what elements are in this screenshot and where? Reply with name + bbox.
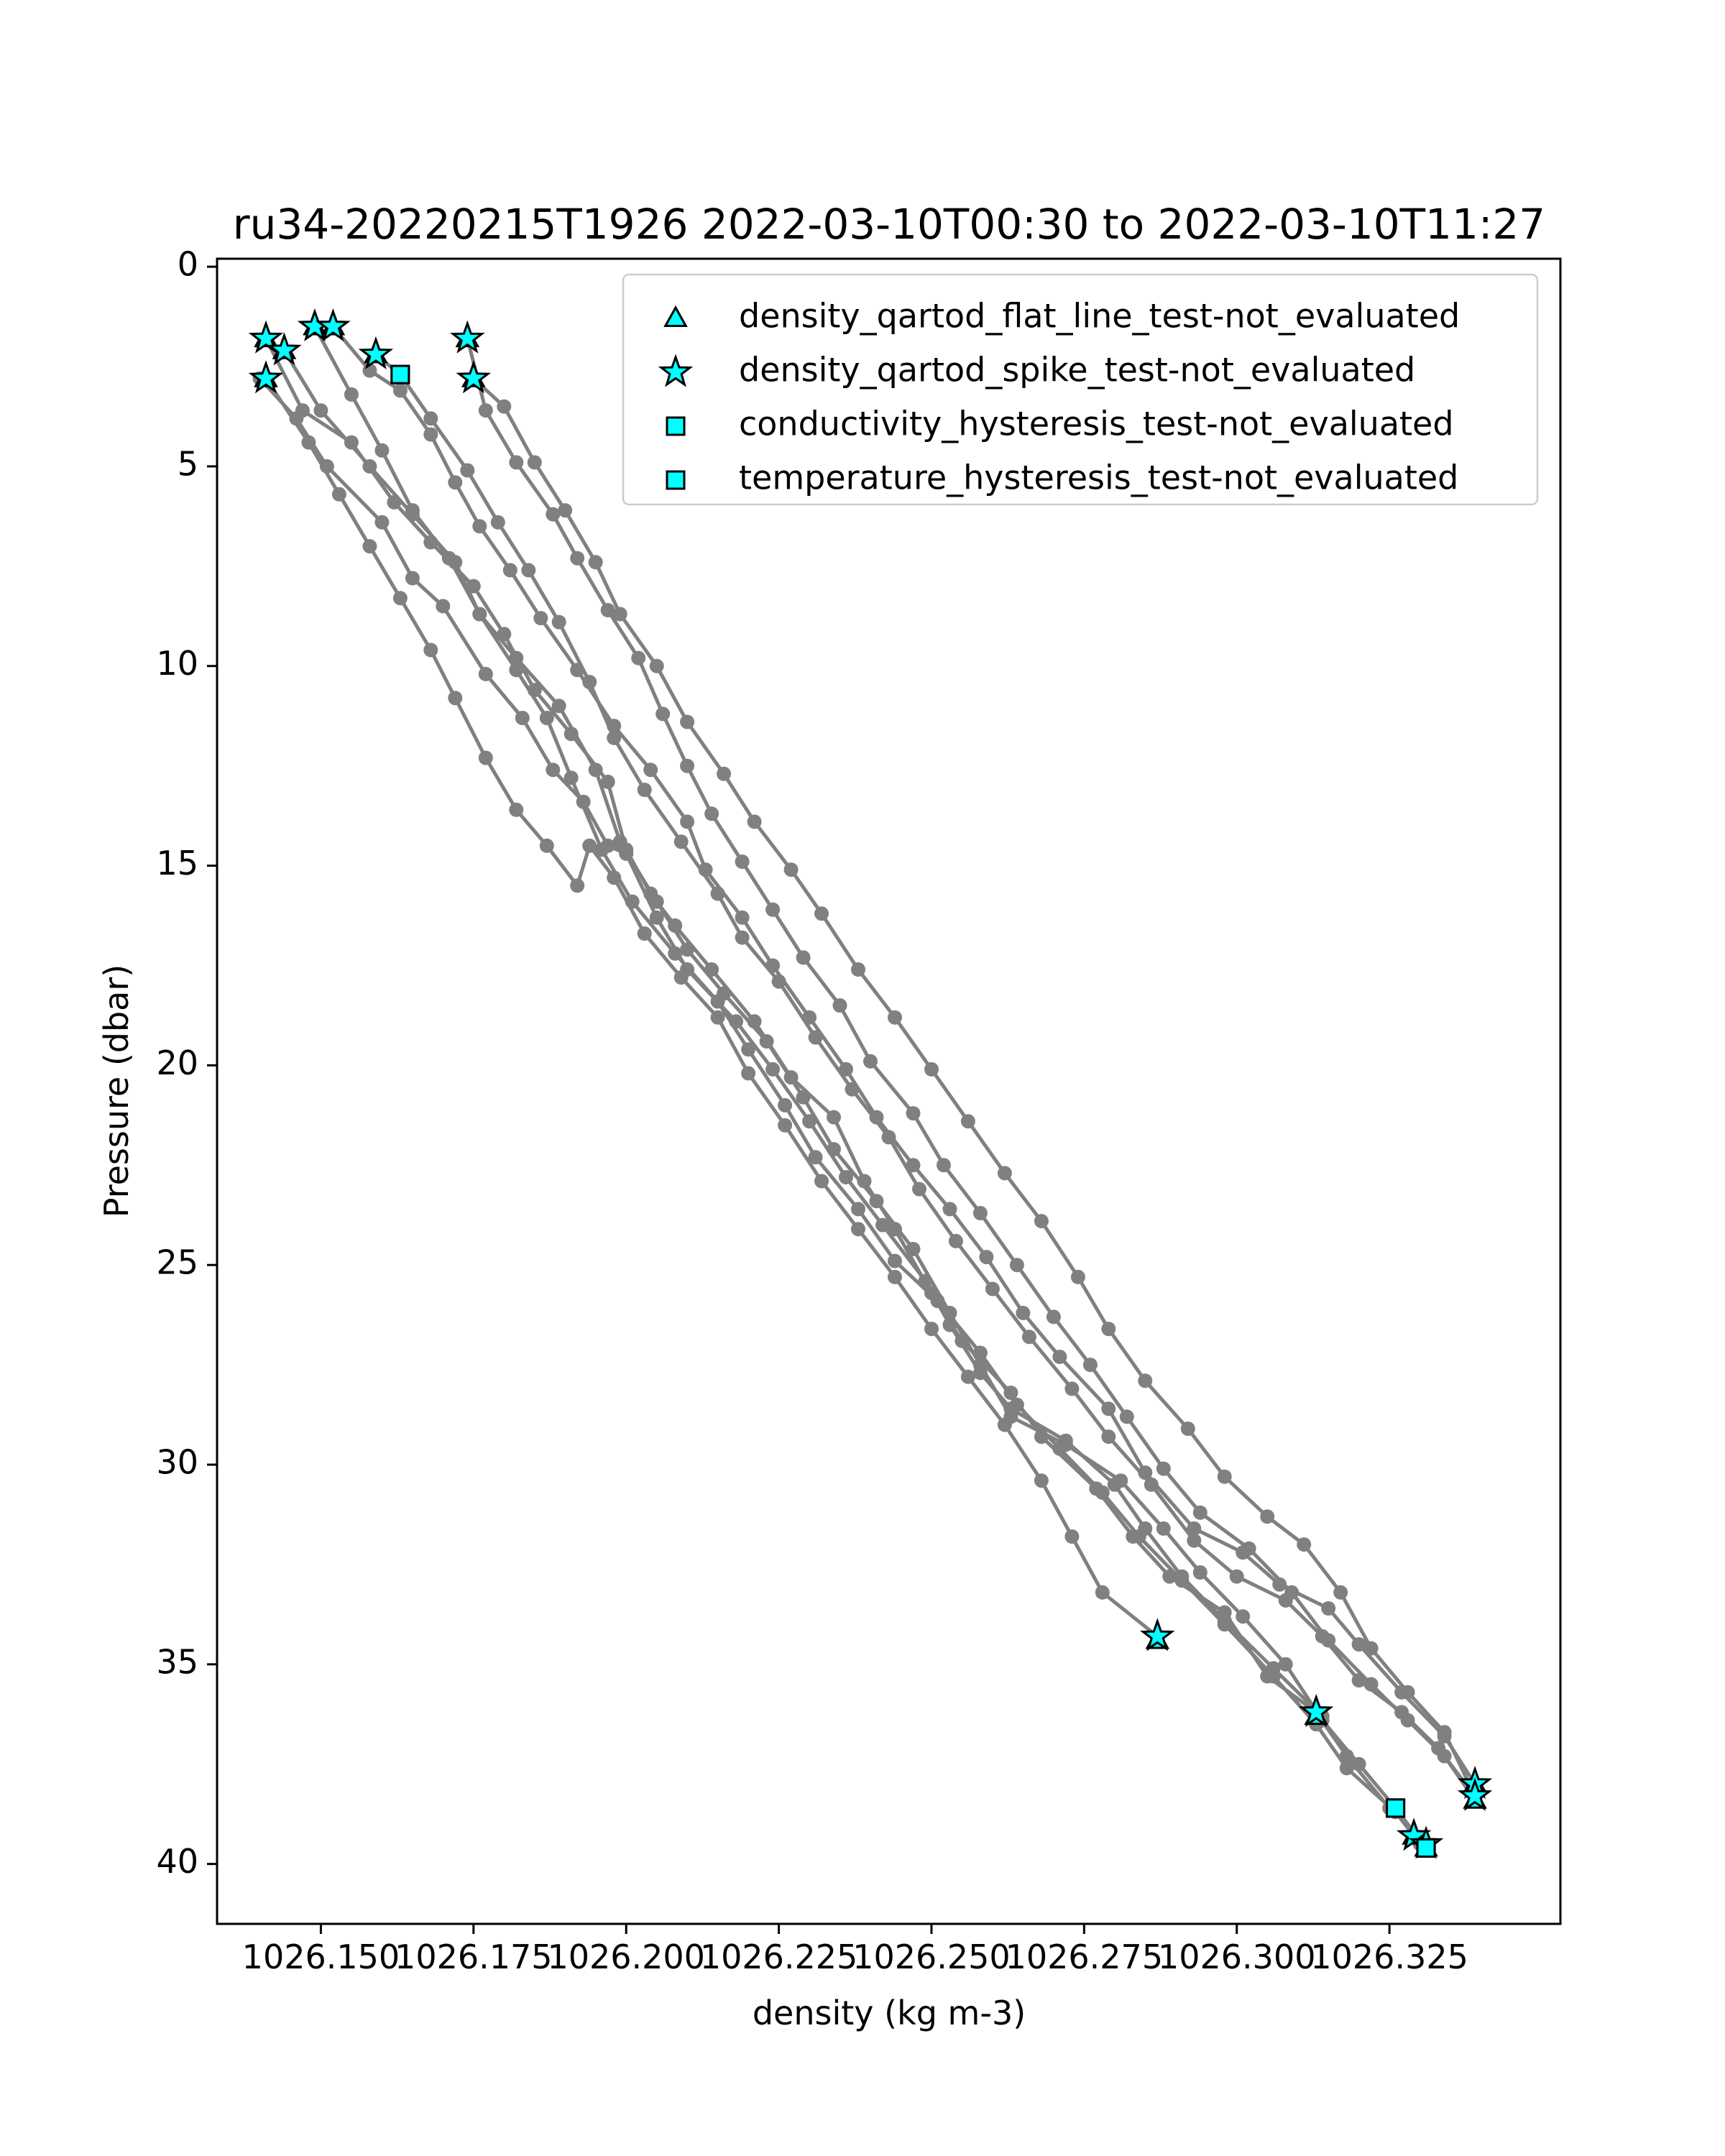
data-point — [1083, 1358, 1098, 1372]
square-marker — [1417, 1839, 1435, 1856]
data-point — [717, 767, 731, 781]
data-point — [1034, 1214, 1049, 1228]
x-tick-label: 1026.250 — [852, 1938, 1011, 1976]
data-point — [1333, 1585, 1348, 1600]
data-point — [393, 383, 408, 397]
legend-square-marker — [667, 471, 684, 489]
y-tick-label: 20 — [156, 1043, 198, 1082]
data-point — [1052, 1350, 1067, 1364]
data-point — [509, 663, 523, 677]
data-point — [961, 1370, 975, 1384]
data-point — [888, 1010, 902, 1025]
data-point — [374, 515, 389, 530]
data-point — [570, 878, 584, 893]
data-point — [1132, 1529, 1146, 1544]
data-point — [589, 555, 603, 569]
data-point — [1016, 1306, 1030, 1320]
data-point — [405, 503, 420, 517]
data-point — [1113, 1473, 1128, 1488]
data-point — [931, 1294, 945, 1308]
data-point — [313, 403, 328, 418]
data-point — [479, 667, 493, 681]
data-point — [870, 1194, 884, 1208]
data-point — [460, 464, 474, 478]
data-point — [778, 1098, 792, 1112]
data-point — [1064, 1529, 1079, 1544]
legend — [623, 275, 1537, 505]
data-point — [509, 803, 523, 817]
data-point — [423, 428, 438, 442]
y-axis-label: Pressure (dbar) — [97, 964, 136, 1218]
data-point — [497, 400, 511, 414]
data-point — [540, 839, 554, 853]
data-point — [1340, 1761, 1354, 1775]
data-point — [796, 1090, 811, 1105]
data-point — [613, 607, 627, 622]
data-point — [1193, 1506, 1208, 1520]
data-point — [1095, 1485, 1110, 1500]
data-point — [1266, 1669, 1281, 1684]
data-point — [393, 591, 408, 605]
data-point — [1174, 1573, 1189, 1588]
data-point — [1242, 1542, 1256, 1556]
data-point — [472, 607, 487, 622]
data-point — [582, 675, 597, 689]
data-point — [1046, 1309, 1061, 1324]
data-point — [552, 615, 566, 630]
data-point — [442, 551, 456, 566]
data-point — [937, 1158, 951, 1172]
data-point — [827, 1110, 841, 1125]
data-point — [704, 806, 719, 821]
data-point — [1187, 1534, 1201, 1548]
data-point — [1401, 1713, 1415, 1728]
data-point — [613, 834, 627, 849]
data-point — [778, 1118, 792, 1133]
legend-label-temperature-hysteresis: temperature_hysteresis_test-not_evaluated — [739, 458, 1459, 497]
data-point — [472, 519, 487, 533]
data-point — [809, 1031, 823, 1045]
y-tick-label: 0 — [177, 244, 198, 284]
data-point — [814, 1174, 829, 1189]
data-point — [906, 1242, 921, 1256]
data-point — [924, 1062, 939, 1077]
data-point — [741, 1067, 755, 1081]
data-point — [374, 443, 389, 458]
x-tick-label: 1026.225 — [699, 1938, 858, 1976]
data-point — [711, 1010, 725, 1025]
data-point — [607, 731, 621, 745]
data-point — [1071, 1270, 1085, 1284]
data-point — [650, 659, 664, 673]
data-point — [423, 643, 438, 658]
data-point — [1364, 1677, 1379, 1692]
data-point — [436, 599, 450, 613]
data-point — [631, 651, 645, 665]
data-point — [540, 711, 554, 725]
data-point — [564, 770, 579, 785]
data-point — [851, 1202, 865, 1216]
data-point — [1095, 1585, 1110, 1600]
data-point — [765, 1062, 780, 1077]
data-point — [711, 995, 725, 1009]
data-point — [1352, 1637, 1366, 1651]
data-point — [1321, 1634, 1335, 1648]
data-point — [479, 403, 493, 418]
data-point — [882, 1130, 896, 1144]
data-point — [845, 1082, 860, 1097]
data-point — [1438, 1725, 1452, 1739]
y-tick-label: 35 — [156, 1642, 198, 1682]
data-point — [1218, 1470, 1232, 1484]
data-point — [1101, 1401, 1116, 1416]
data-point — [607, 870, 621, 885]
data-point — [448, 475, 462, 489]
data-point — [362, 539, 377, 553]
y-tick-label: 30 — [156, 1442, 198, 1482]
y-tick-label: 10 — [156, 644, 198, 683]
data-point — [601, 603, 615, 617]
data-point — [1438, 1749, 1452, 1764]
data-point — [735, 931, 750, 945]
data-point — [735, 854, 750, 869]
data-point — [546, 507, 560, 522]
x-tick-label: 1026.300 — [1157, 1938, 1316, 1976]
data-point — [827, 1142, 841, 1156]
data-point — [906, 1106, 921, 1120]
data-point — [362, 459, 377, 474]
data-point — [1120, 1409, 1134, 1424]
data-point — [650, 895, 664, 909]
data-point — [1218, 1617, 1232, 1631]
data-point — [680, 814, 694, 829]
data-point — [668, 946, 682, 961]
data-point — [772, 975, 786, 989]
data-point — [1321, 1601, 1335, 1616]
data-point — [784, 862, 799, 877]
data-point — [552, 699, 566, 713]
data-point — [332, 487, 346, 502]
data-point — [765, 903, 780, 917]
data-point — [760, 1034, 774, 1049]
data-point — [638, 926, 652, 941]
data-point — [423, 411, 438, 425]
data-point — [1064, 1381, 1079, 1396]
x-tick-label: 1026.200 — [547, 1938, 705, 1976]
data-point — [711, 887, 725, 901]
data-point — [943, 1202, 957, 1216]
data-point — [638, 783, 652, 797]
data-point — [643, 763, 658, 777]
data-point — [503, 563, 518, 577]
data-point — [1236, 1609, 1250, 1623]
data-point — [814, 906, 829, 921]
data-point — [1260, 1509, 1274, 1524]
x-tick-label: 1026.325 — [1310, 1938, 1468, 1976]
data-point — [1052, 1442, 1067, 1456]
data-point — [973, 1345, 988, 1360]
data-point — [1138, 1373, 1152, 1388]
legend-label-spike: density_qartod_spike_test-not_evaluated — [739, 350, 1416, 390]
data-point — [491, 515, 505, 530]
data-point — [961, 1114, 975, 1128]
legend-label-conductivity-hysteresis: conductivity_hysteresis_test-not_evaluated — [739, 404, 1454, 443]
data-point — [301, 436, 316, 450]
square-marker — [1387, 1800, 1404, 1817]
data-point — [833, 998, 847, 1013]
data-point — [674, 970, 689, 985]
x-tick-label: 1026.275 — [1005, 1938, 1164, 1976]
data-point — [528, 455, 542, 469]
data-point — [998, 1418, 1012, 1432]
data-point — [1010, 1398, 1024, 1412]
data-point — [1144, 1478, 1159, 1492]
data-point — [295, 403, 310, 418]
x-axis-label: density (kg m-3) — [752, 1994, 1026, 2032]
data-point — [479, 751, 493, 765]
chart-title: ru34-20220215T1926 2022-03-10T00:30 to 2022-03-10T11:27 — [232, 200, 1546, 249]
data-point — [998, 1166, 1012, 1180]
data-point — [1364, 1641, 1379, 1656]
data-point — [985, 1282, 1000, 1296]
data-point — [656, 706, 670, 721]
x-tick-label: 1026.175 — [395, 1938, 553, 1976]
legend-label-flat-line: density_qartod_flat_line_test-not_evaluated — [739, 296, 1460, 336]
data-point — [888, 1254, 902, 1268]
x-tick-label: 1026.150 — [242, 1938, 400, 1976]
data-point — [863, 1054, 878, 1069]
data-point — [1034, 1473, 1049, 1488]
data-point — [546, 763, 560, 777]
data-point — [674, 834, 689, 849]
data-point — [1156, 1462, 1171, 1476]
data-point — [1010, 1258, 1024, 1272]
data-point — [973, 1206, 988, 1220]
data-point — [509, 455, 523, 469]
data-point — [1284, 1585, 1299, 1600]
data-point — [748, 814, 762, 829]
data-point — [589, 763, 603, 777]
data-point — [1401, 1685, 1415, 1700]
y-tick-label: 25 — [156, 1243, 198, 1282]
data-point — [1022, 1330, 1036, 1344]
data-point — [735, 911, 750, 925]
data-point — [533, 611, 548, 625]
data-point — [1101, 1322, 1116, 1336]
legend-square-marker — [667, 418, 684, 435]
square-marker — [392, 366, 409, 383]
data-point — [344, 387, 359, 402]
data-point — [1156, 1521, 1171, 1536]
data-point — [1181, 1422, 1195, 1436]
data-point — [1297, 1537, 1311, 1552]
data-point — [680, 759, 694, 773]
data-point — [521, 563, 535, 577]
data-point — [912, 1182, 926, 1197]
data-point — [582, 839, 597, 853]
data-point — [796, 950, 811, 964]
data-point — [851, 1222, 865, 1236]
data-point — [888, 1270, 902, 1284]
y-tick-label: 40 — [156, 1842, 198, 1881]
data-point — [448, 691, 462, 705]
data-point — [949, 1234, 963, 1248]
data-point — [924, 1322, 939, 1336]
y-tick-label: 5 — [177, 444, 198, 484]
data-point — [405, 571, 420, 586]
data-point — [570, 551, 584, 566]
data-point — [558, 503, 572, 517]
y-tick-label: 15 — [156, 844, 198, 883]
data-point — [680, 715, 694, 729]
data-point — [1230, 1570, 1244, 1584]
data-point — [741, 1042, 755, 1056]
data-point — [1279, 1657, 1293, 1672]
data-point — [1193, 1565, 1208, 1580]
data-point — [1101, 1429, 1116, 1444]
data-point — [851, 962, 865, 977]
data-point — [979, 1250, 993, 1264]
data-point — [515, 711, 530, 725]
